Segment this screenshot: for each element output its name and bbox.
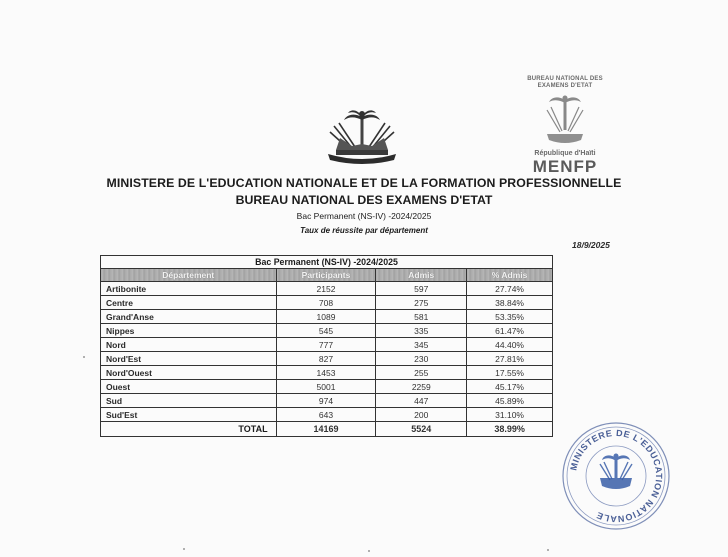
dept-name: Centre (101, 296, 277, 310)
dept-name: Grand'Anse (101, 310, 277, 324)
table-row (101, 380, 553, 394)
column-header-departement: Département (101, 269, 277, 282)
participants-cell: 708 (276, 296, 376, 310)
total-participants: 14169 (276, 422, 376, 437)
total-admis: 5524 (376, 422, 467, 437)
admis-cell: 230 (376, 352, 467, 366)
stamp-line-1: BUREAU NATIONAL DES (527, 76, 603, 82)
table-title: Bac Permanent (NS-IV) -2024/2025 (101, 256, 553, 269)
stamp-republic: République d'Haïti (534, 150, 596, 157)
total-label: TOTAL (101, 422, 277, 437)
dept-name: Artibonite (101, 282, 277, 296)
pct-admis-cell: 44.40% (467, 338, 553, 352)
dept-name: Sud'Est (101, 408, 277, 422)
table-row (101, 352, 553, 366)
bureau-stamp (512, 76, 618, 176)
table-row (101, 338, 553, 352)
report-date: 18/9/2025 (572, 240, 610, 250)
pct-admis-cell: 17.55% (467, 366, 553, 380)
exam-title: Bac Permanent (NS-IV) -2024/2025 (296, 211, 432, 221)
admis-cell: 447 (376, 394, 467, 408)
table-row (101, 366, 553, 380)
admis-cell: 200 (376, 408, 467, 422)
stamp-crest-icon (542, 92, 588, 148)
participants-cell: 545 (276, 324, 376, 338)
ministry-seal-icon (560, 420, 672, 532)
dept-name: Nord'Est (101, 352, 277, 366)
column-header-admis: Admis (376, 269, 467, 282)
coat-of-arms-icon (322, 108, 402, 166)
admis-cell: 255 (376, 366, 467, 380)
table-header-row (101, 269, 553, 282)
admis-cell: 2259 (376, 380, 467, 394)
pct-admis-cell: 27.81% (467, 352, 553, 366)
report-subtitle: Taux de réussite par département (300, 226, 428, 235)
dept-name: Nord'Ouest (101, 366, 277, 380)
table-row (101, 282, 553, 296)
table-row (101, 394, 553, 408)
pct-admis-cell: 61.47% (467, 324, 553, 338)
admis-cell: 335 (376, 324, 467, 338)
pct-admis-cell: 31.10% (467, 408, 553, 422)
table-row (101, 296, 553, 310)
dept-name: Nord (101, 338, 277, 352)
dept-name: Sud (101, 394, 277, 408)
participants-cell: 643 (276, 408, 376, 422)
participants-cell: 1089 (276, 310, 376, 324)
svg-text:MINISTERE DE L'EDUCATION NATIO: MINISTERE DE L'EDUCATION NATIONALE (568, 427, 665, 525)
table-title-row (101, 256, 553, 269)
admis-cell: 581 (376, 310, 467, 324)
pct-admis-cell: 45.17% (467, 380, 553, 394)
results-table (100, 255, 553, 437)
total-pct-admis: 38.99% (467, 422, 553, 437)
table-row (101, 324, 553, 338)
column-header-participants: Participants (276, 269, 376, 282)
participants-cell: 974 (276, 394, 376, 408)
dept-name: Nippes (101, 324, 277, 338)
ministry-title: MINISTERE DE L'EDUCATION NATIONALE ET DE LA FORMATION PROFESSIONNELLE (106, 176, 622, 190)
participants-cell: 777 (276, 338, 376, 352)
participants-cell: 5001 (276, 380, 376, 394)
participants-cell: 1453 (276, 366, 376, 380)
stamp-acronym: MENFP (532, 157, 598, 176)
total-row (101, 422, 553, 437)
admis-cell: 597 (376, 282, 467, 296)
pct-admis-cell: 45.89% (467, 394, 553, 408)
pct-admis-cell: 53.35% (467, 310, 553, 324)
pct-admis-cell: 27.74% (467, 282, 553, 296)
stamp-line-2: EXAMENS D'ETAT (537, 83, 593, 89)
participants-cell: 827 (276, 352, 376, 366)
admis-cell: 345 (376, 338, 467, 352)
column-header-pct-admis: % Admis (467, 269, 553, 282)
table-row (101, 310, 553, 324)
pct-admis-cell: 38.84% (467, 296, 553, 310)
table-row (101, 408, 553, 422)
participants-cell: 2152 (276, 282, 376, 296)
admis-cell: 275 (376, 296, 467, 310)
bureau-title: BUREAU NATIONAL DES EXAMENS D'ETAT (235, 193, 493, 207)
dept-name: Ouest (101, 380, 277, 394)
